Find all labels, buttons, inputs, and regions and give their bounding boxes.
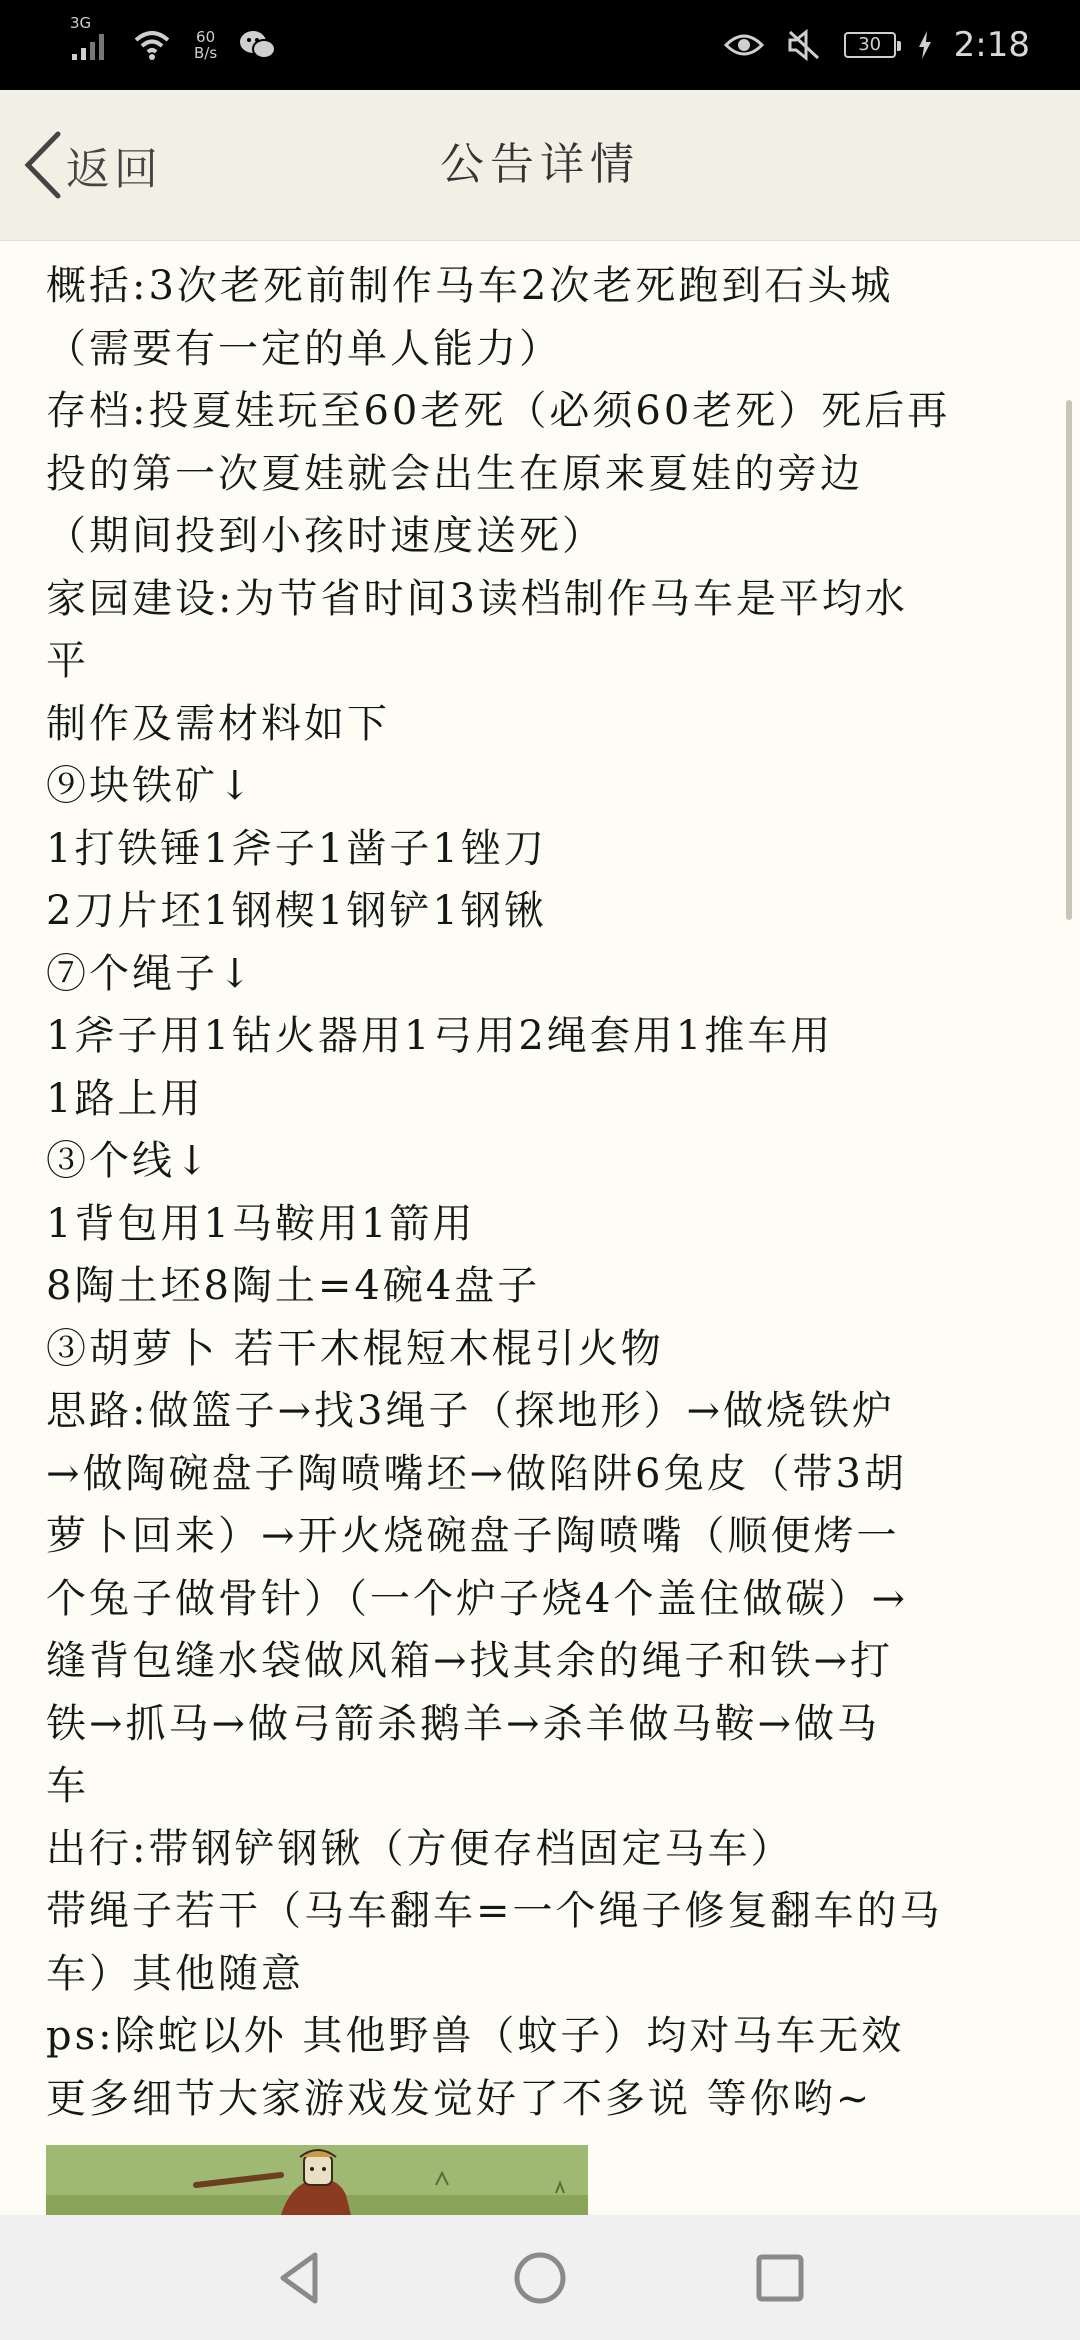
system-nav-bar: [0, 2215, 1080, 2340]
announcement-body: [46, 255, 1026, 2130]
text-line: （需要有一定的单人能力）: [46, 325, 562, 372]
text-line: 存档:投夏娃玩至60老死（必须60老死）死后再: [46, 388, 951, 434]
text-line: 投的第一次夏娃就会出生在原来夏娃的旁边: [46, 450, 863, 497]
mute-icon: [786, 28, 822, 62]
network-signal: [70, 14, 110, 62]
text-line: ps:除蛇以外 其他野兽（蚊子）均对马车无效: [46, 2013, 905, 2059]
text-line: 缝背包缝水袋做风箱→找其余的绳子和铁→打: [46, 1638, 894, 1684]
text-line: 带绳子若干（马车翻车=一个绳子修复翻车的马: [46, 1888, 943, 1934]
text-line: 2刀片坯1钢楔1钢铲1钢锹: [46, 888, 547, 934]
text-line: 个兔子做骨针）（一个炉子烧4个盖住做碳）→: [46, 1575, 908, 1622]
text-line: 更多细节大家游戏发觉好了不多说 等你哟~: [46, 2075, 873, 2122]
text-line: 出行:带钢铲钢锹（方便存档固定马车）: [46, 1825, 794, 1872]
back-triangle-icon[interactable]: [265, 2243, 335, 2313]
home-circle-icon[interactable]: [505, 2243, 575, 2313]
back-label: 返回: [66, 144, 162, 195]
speed-unit: B/s: [194, 44, 218, 62]
battery-icon: [844, 32, 896, 58]
text-line: 概括:3次老死前制作马车2次老死跑到石头城: [46, 263, 894, 309]
wifi-icon: [132, 28, 172, 62]
text-line: 铁→抓马→做弓箭杀鹅羊→杀羊做马鞍→做马: [46, 1700, 881, 1747]
recents-square-icon[interactable]: [745, 2243, 815, 2313]
scrollbar-thumb[interactable]: [1066, 400, 1072, 920]
text-line: 制作及需材料如下: [46, 700, 390, 747]
status-right: [724, 0, 1030, 90]
text-line: 1斧子用1钻火器用1弓用2绳套用1推车用: [46, 1013, 834, 1059]
status-left: [70, 0, 277, 90]
clock: 2:18: [953, 25, 1030, 65]
text-line: ③个线↓: [46, 1138, 212, 1184]
text-line: 家园建设:为节省时间3读档制作马车是平均水: [46, 575, 908, 622]
text-line: 萝卜回来）→开火烧碗盘子陶喷嘴（顺便烤一: [46, 1513, 900, 1559]
text-line: 车）其他随意: [46, 1950, 304, 1997]
text-line: 8陶土坯8陶土=4碗4盘子: [46, 1263, 541, 1309]
app-header: [0, 90, 1080, 241]
text-line: 1路上用: [46, 1075, 204, 1122]
text-line: ⑨块铁矿↓: [46, 763, 255, 809]
eye-icon: [724, 31, 764, 59]
signal-icon: [70, 28, 110, 62]
wechat-icon: [239, 29, 277, 61]
text-line: →做陶碗盘子陶喷嘴坯→做陷阱6兔皮（带3胡: [46, 1450, 907, 1497]
text-line: （期间投到小孩时速度送死）: [46, 513, 605, 559]
text-line: 思路:做篮子→找3绳子（探地形）→做烧铁炉: [46, 1388, 895, 1434]
text-line: 车: [46, 1763, 89, 1809]
network-type: 3G: [70, 14, 92, 32]
text-line: 1背包用1马鞍用1箭用: [46, 1200, 476, 1247]
page-title: 公告详情: [440, 139, 640, 190]
text-line: 1打铁锤1斧子1凿子1锉刀: [46, 825, 547, 872]
announcement-image[interactable]: [46, 2145, 588, 2215]
text-line: ⑦个绳子↓: [46, 950, 255, 997]
battery-level: 30: [858, 34, 882, 55]
rider-on-horse-illustration: [46, 2145, 588, 2215]
text-line: ③胡萝卜 若干木棍短木棍引火物: [46, 1325, 664, 1372]
text-line: 平: [46, 638, 89, 684]
speed-value: 60: [196, 28, 216, 46]
status-bar: [0, 0, 1080, 90]
charging-icon: [918, 31, 932, 59]
network-speed: [194, 29, 217, 61]
